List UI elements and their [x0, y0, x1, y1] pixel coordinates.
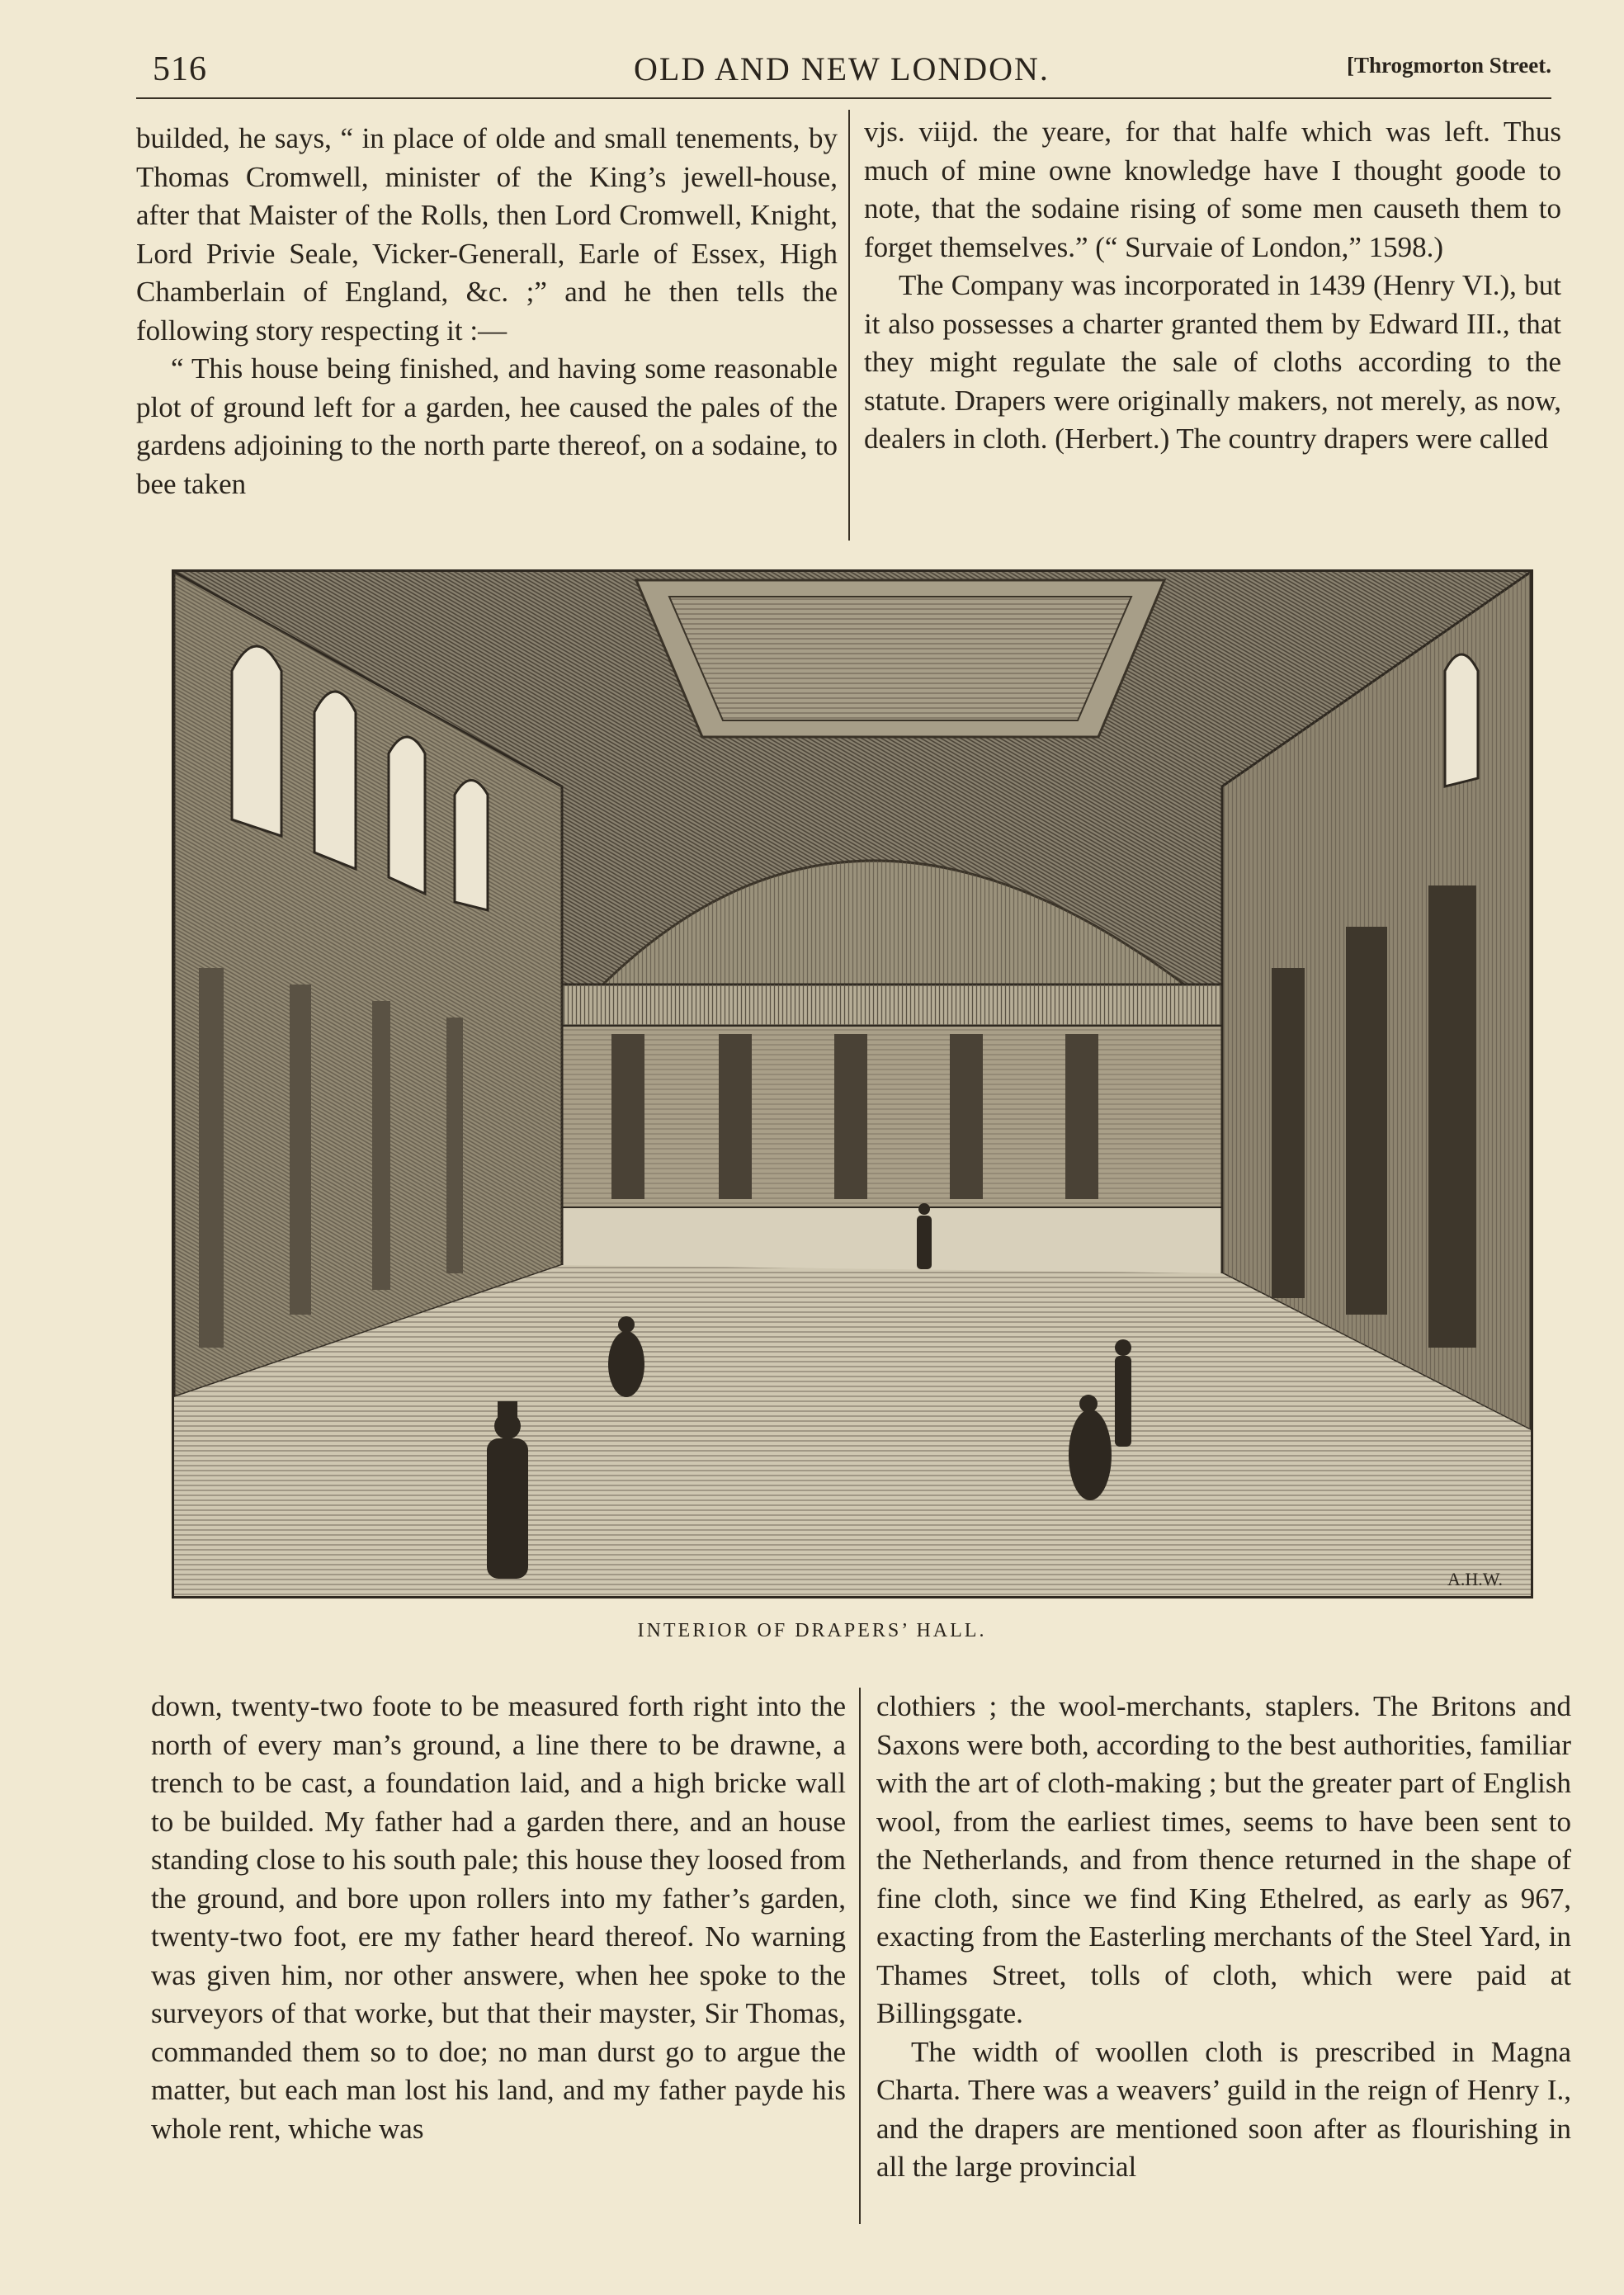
- paragraph: down, twenty-two foote to be measured forth right into the north of every man’s ground, a line there to be drawne, a trench to be cast, a foundation laid, and a high bricke wall to be builded. My father had a garden there, and an house standing close to his south pale; this house they loosed from the ground, and bore upon rollers into my father’s garden, twenty-two foot, ere my father heard thereof. No warning was given him, nor other answere, when hee spoke to the surveyors of that worke, but that their mayster, Sir Thomas, commanded them so to doe; no man durst go to argue the matter, but each man lost his land, and my father payde his whole rent, whiche was: [151, 1690, 846, 2145]
- section-reference: [Throgmorton Street.: [1347, 53, 1551, 78]
- column-divider: [848, 110, 850, 541]
- engraving-interior-drapers-hall: [172, 569, 1533, 1598]
- figure-caption: INTERIOR OF DRAPERS’ HALL.: [637, 1620, 987, 1641]
- paragraph: clothiers ; the wool-merchants, staplers. The Britons and Saxons were both, according to the best authorities, familiar with the art of cloth-making ; but the greater part of English wool, from the earliest times, seems to have been sent to the Netherlands, and from thence returned in the shape of fine cloth, since we find King Ethelred, as early as 967, exacting from the Easterling merchants of the Steel Yard, in Thames Street, tolls of cloth, which were paid at Billingsgate.: [876, 1690, 1571, 2029]
- paragraph: The Company was incorporated in 1439 (Henry VI.), but it also possesses a charter granted them by Edward III., that they might regulate the sale of cloths according to the statute. Drapers were originally makers, not merely, as now, dealers in cloth. (Herbert.) The country drapers were called: [864, 269, 1561, 455]
- paragraph: The width of woollen cloth is prescribed in Magna Charta. There was a weavers’ guild in the reign of Henry I., and the drapers are mentioned soon after as flourishing in all the large provincial: [876, 2035, 1571, 2183]
- page-header: [132, 41, 1551, 99]
- paragraph: vjs. viijd. the yeare, for that halfe which was left. Thus much of mine owne knowledge have I thought goode to note, that the sodaine rising of some men causeth them to forget themselves.” (“ Survaie of London,” 1598.): [864, 116, 1561, 263]
- page-number: 516: [153, 50, 207, 88]
- column-bottom-left: [151, 1688, 846, 2148]
- column-divider: [859, 1688, 861, 2224]
- artist-signature: A.H.W.: [1447, 1569, 1503, 1589]
- column-top-left: [136, 120, 838, 503]
- paragraph: “ This house being finished, and having some reasonable plot of ground left for a garden, hee caused the pales of the gardens adjoining to the north parte thereof, on a sodaine, to bee taken: [136, 352, 838, 500]
- header-rule: [136, 97, 1551, 99]
- paragraph: builded, he says, “ in place of olde and small tenements, by Thomas Cromwell, minister of the King’s jewell-house, after that Maister of the Rolls, then Lord Cromwell, Knight, Lord Privie Seale, Vicker-Generall, Earle of Essex, High Chamberlain of England, &c. ;” and he then tells the following story respecting it :—: [136, 122, 838, 347]
- running-title: OLD AND NEW LONDON.: [634, 50, 1050, 87]
- column-top-right: [864, 113, 1561, 459]
- column-bottom-right: [876, 1688, 1571, 2187]
